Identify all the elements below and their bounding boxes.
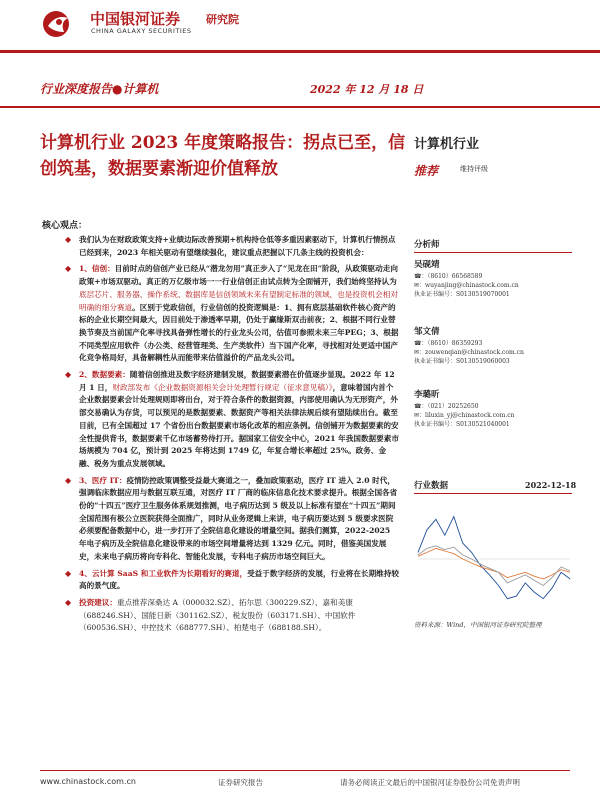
footer-label: 证券研究报告 <box>218 778 263 787</box>
analyst-block <box>414 325 584 366</box>
brand-institute: 研究院 <box>206 13 239 26</box>
chart-rule <box>414 493 572 494</box>
report-date: 2022 年 12 月 18 日 <box>310 83 424 96</box>
body-text <box>65 234 400 635</box>
diamond-bullet-icon: ◆ <box>65 264 72 274</box>
paragraph-lead: 1、信创： <box>79 264 115 274</box>
analyst-cert: 执业证书编号：S0130519070001 <box>414 291 510 298</box>
analyst-name: 邹文倩 <box>414 327 440 337</box>
recommend-label: 推荐 <box>414 164 439 178</box>
analyst-cert: 执业证书编号：S0130521040001 <box>414 421 510 428</box>
paragraph-text: 疫情防控政策调整受益最大赛道之一，叠加政策驱动，医疗 IT 进入 2.0 时代，强调临床数据应用与数据互联互通，对医疗 IT 厂商的临床信息化技术要求提升。根据全国各省份的“十四五”医疗卫生服务体系规划推测，电子病历达到 5 级及以上标准有望在“十四五”期间全国范围有极公立医院获得全面推广，同时从业务逻辑上来讲，电子病历要达到 5 级要求医院必须要配备数据中心，进一步打开了全院信息化建设的增量空间。据我们测算，2022-2025 年电子病历及全院信息化建设带来的市场空间增量将达到 1329 亿元。同时，借鉴美国发展史，未来电子病历将向专科化、智能化发展，专科电子病历市场空间巨大。 <box>79 475 398 561</box>
galaxy-logo-icon <box>40 8 80 40</box>
brand-name-en: CHINA GALAXY SECURITIES <box>91 27 192 35</box>
industry-data-date: 2022-12-18 <box>525 480 577 490</box>
analyst-block <box>414 258 584 299</box>
header-rule <box>0 50 600 53</box>
body-paragraph <box>65 568 400 593</box>
paragraph-text: 底层芯片、服务器、操作系统、数据库是信创领域未来有望制定标准的领域，也是投资机会相对明确的细分赛道 <box>79 289 398 312</box>
body-paragraph <box>65 597 400 635</box>
paragraph-text: 随着信创推进及数字经济建制发展，数据要素潜在价值逐步显现。2022 年 12 月 1 日， <box>79 370 395 392</box>
report-type: 行业深度报告●计算机 <box>40 82 159 96</box>
diamond-bullet-icon: ◆ <box>65 235 72 244</box>
analyst-phone: ☎：（8610）66568589 <box>414 273 483 280</box>
paragraph-lead: 2、数据要素： <box>79 370 130 380</box>
paragraph-text: ，意味着国内首个企业数据要素会计处理规则即将出台，对于符合条件的数据资源，内部使用确认为无形资产，外部交易确认为存货，可以预见的是数据要素、数据资产等相关法律法规后续有望陆续出台。截至目前，已有全国超过 17 个省份出台数据要素市场化改革的相应条例。信创铺开为数据要素的安全性提供背书，数据要素千亿市场蓄势待打开。据国家工信安全中心，2021 年我国数据要素市场规模为 704 亿，预计到 2025 年将达到 1749 亿，年复合增长率超过 25%。政务、金融、税务为重点发展领域。 <box>79 382 399 468</box>
analyst-email[interactable]: ✉：liluxin_yj@chinastock.com.cn <box>414 412 515 419</box>
diamond-bullet-icon: ◆ <box>65 597 72 607</box>
paragraph-lead: 3、医疗 IT： <box>79 475 127 485</box>
brand-name-cn: 中国银河证券 <box>90 10 181 28</box>
paragraph-text: 财政部发布《企业数据资源相关会计处理暂行规定（征求意见稿）》 <box>112 382 333 392</box>
analyst-email[interactable]: ✉：zouwenqian@chinastock.com.cn <box>414 349 524 356</box>
paragraph-lead: 投资建议： <box>79 597 117 607</box>
analyst-email[interactable]: ✉：wuyanjing@chinastock.com.cn <box>414 282 519 289</box>
diamond-bullet-icon: ◆ <box>65 475 72 485</box>
body-paragraph <box>65 475 400 564</box>
analyst-heading: 分析师 <box>414 240 440 250</box>
footer-url[interactable]: www.chinastock.com.cn <box>40 777 136 786</box>
chart-source: 资料来源：Wind，中国银河证券研究院整理 <box>414 621 542 629</box>
analyst-cert: 执业证书编号：S0130519060003 <box>414 358 510 365</box>
paragraph-lead: 4、云计算 SaaS 和工业软件为长期看好的赛道， <box>79 568 248 578</box>
analyst-block <box>414 388 584 429</box>
footer-rule <box>40 770 570 771</box>
paragraph-text: 目前时点的信创产业已经从“潜龙勿用”真正步入了“见龙在田”阶段，从政策驱动走向政策+市场双驱动。真正的万亿级市场一一行业信创正由试点转为全面铺开，我们始终坚持认为 <box>79 264 398 287</box>
series-line-1 <box>418 548 570 579</box>
header-subrule <box>0 106 600 108</box>
industry-label: 计算机行业 <box>414 137 480 152</box>
paragraph-text: 。区别于党政信创，行业信创的投资逻辑是：1、拥有底层基础软件核心资产的标的企业长期空间最大，因目前处于渗透率早期，仍处于赢缘斯双击前夜；2、根据不同行业替换节奏及当前国产化率寻找具备弹性增长的行业龙头公司，估值可参照未来三年PEG；3、根据不同类型应用软件（办公类、经营管理类、生产类软件）当下国产化率，寻找相对处更适中国产化竞争格局好，具备解耦性从而能带来估值溢价的产品龙头公司。 <box>79 302 399 363</box>
analyst-phone: ☎：（021）20252650 <box>414 403 479 410</box>
industry-chart <box>414 500 574 620</box>
analyst-name: 吴砚靖 <box>414 260 440 270</box>
body-paragraph <box>65 263 400 365</box>
report-title: 计算机行业 2023 年度策略报告：拐点已至，信创筑基，数据要素渐迎价值释放 <box>40 133 406 179</box>
diamond-bullet-icon: ◆ <box>65 568 72 578</box>
paragraph-text: 受益于数字经济的发展，行业将在长期维持较高的景气度。 <box>79 568 399 591</box>
series-line-0 <box>418 517 570 599</box>
analyst-phone: ☎：（8610）86359293 <box>414 340 483 347</box>
footer-disclaimer: 请务必阅读正文最后的中国银河证券股份公司免责声明 <box>340 778 520 787</box>
paragraph-text: 重点推荐深桑达 A（000032.SZ）、拓尔思（300229.SZ）、嘉和美康（688246.SH）、国能日新（301162.SZ）、税友股份（603171.SH）、中国软件（600536.SH）、中控技术（688777.SH）、柏楚电子（688188.SH）。 <box>79 597 356 633</box>
analyst-rule <box>414 252 572 253</box>
analyst-name: 李璐昕 <box>414 390 440 400</box>
paragraph-text: 我们认为在财政政策支持+业绩边际改善预期+机构持仓低等多重因素驱动下，计算机行情拐点已经到来，2023 年相关驱动有望继续强化，建议重点把握以下几条主线的投资机会： <box>79 235 396 257</box>
diamond-bullet-icon: ◆ <box>65 370 72 380</box>
industry-data-heading: 行业数据 <box>414 481 449 491</box>
core-views-label: 核心观点： <box>42 221 88 231</box>
body-paragraph <box>65 369 400 471</box>
body-paragraph <box>65 234 400 259</box>
rating-label: 维持评级 <box>460 165 488 173</box>
